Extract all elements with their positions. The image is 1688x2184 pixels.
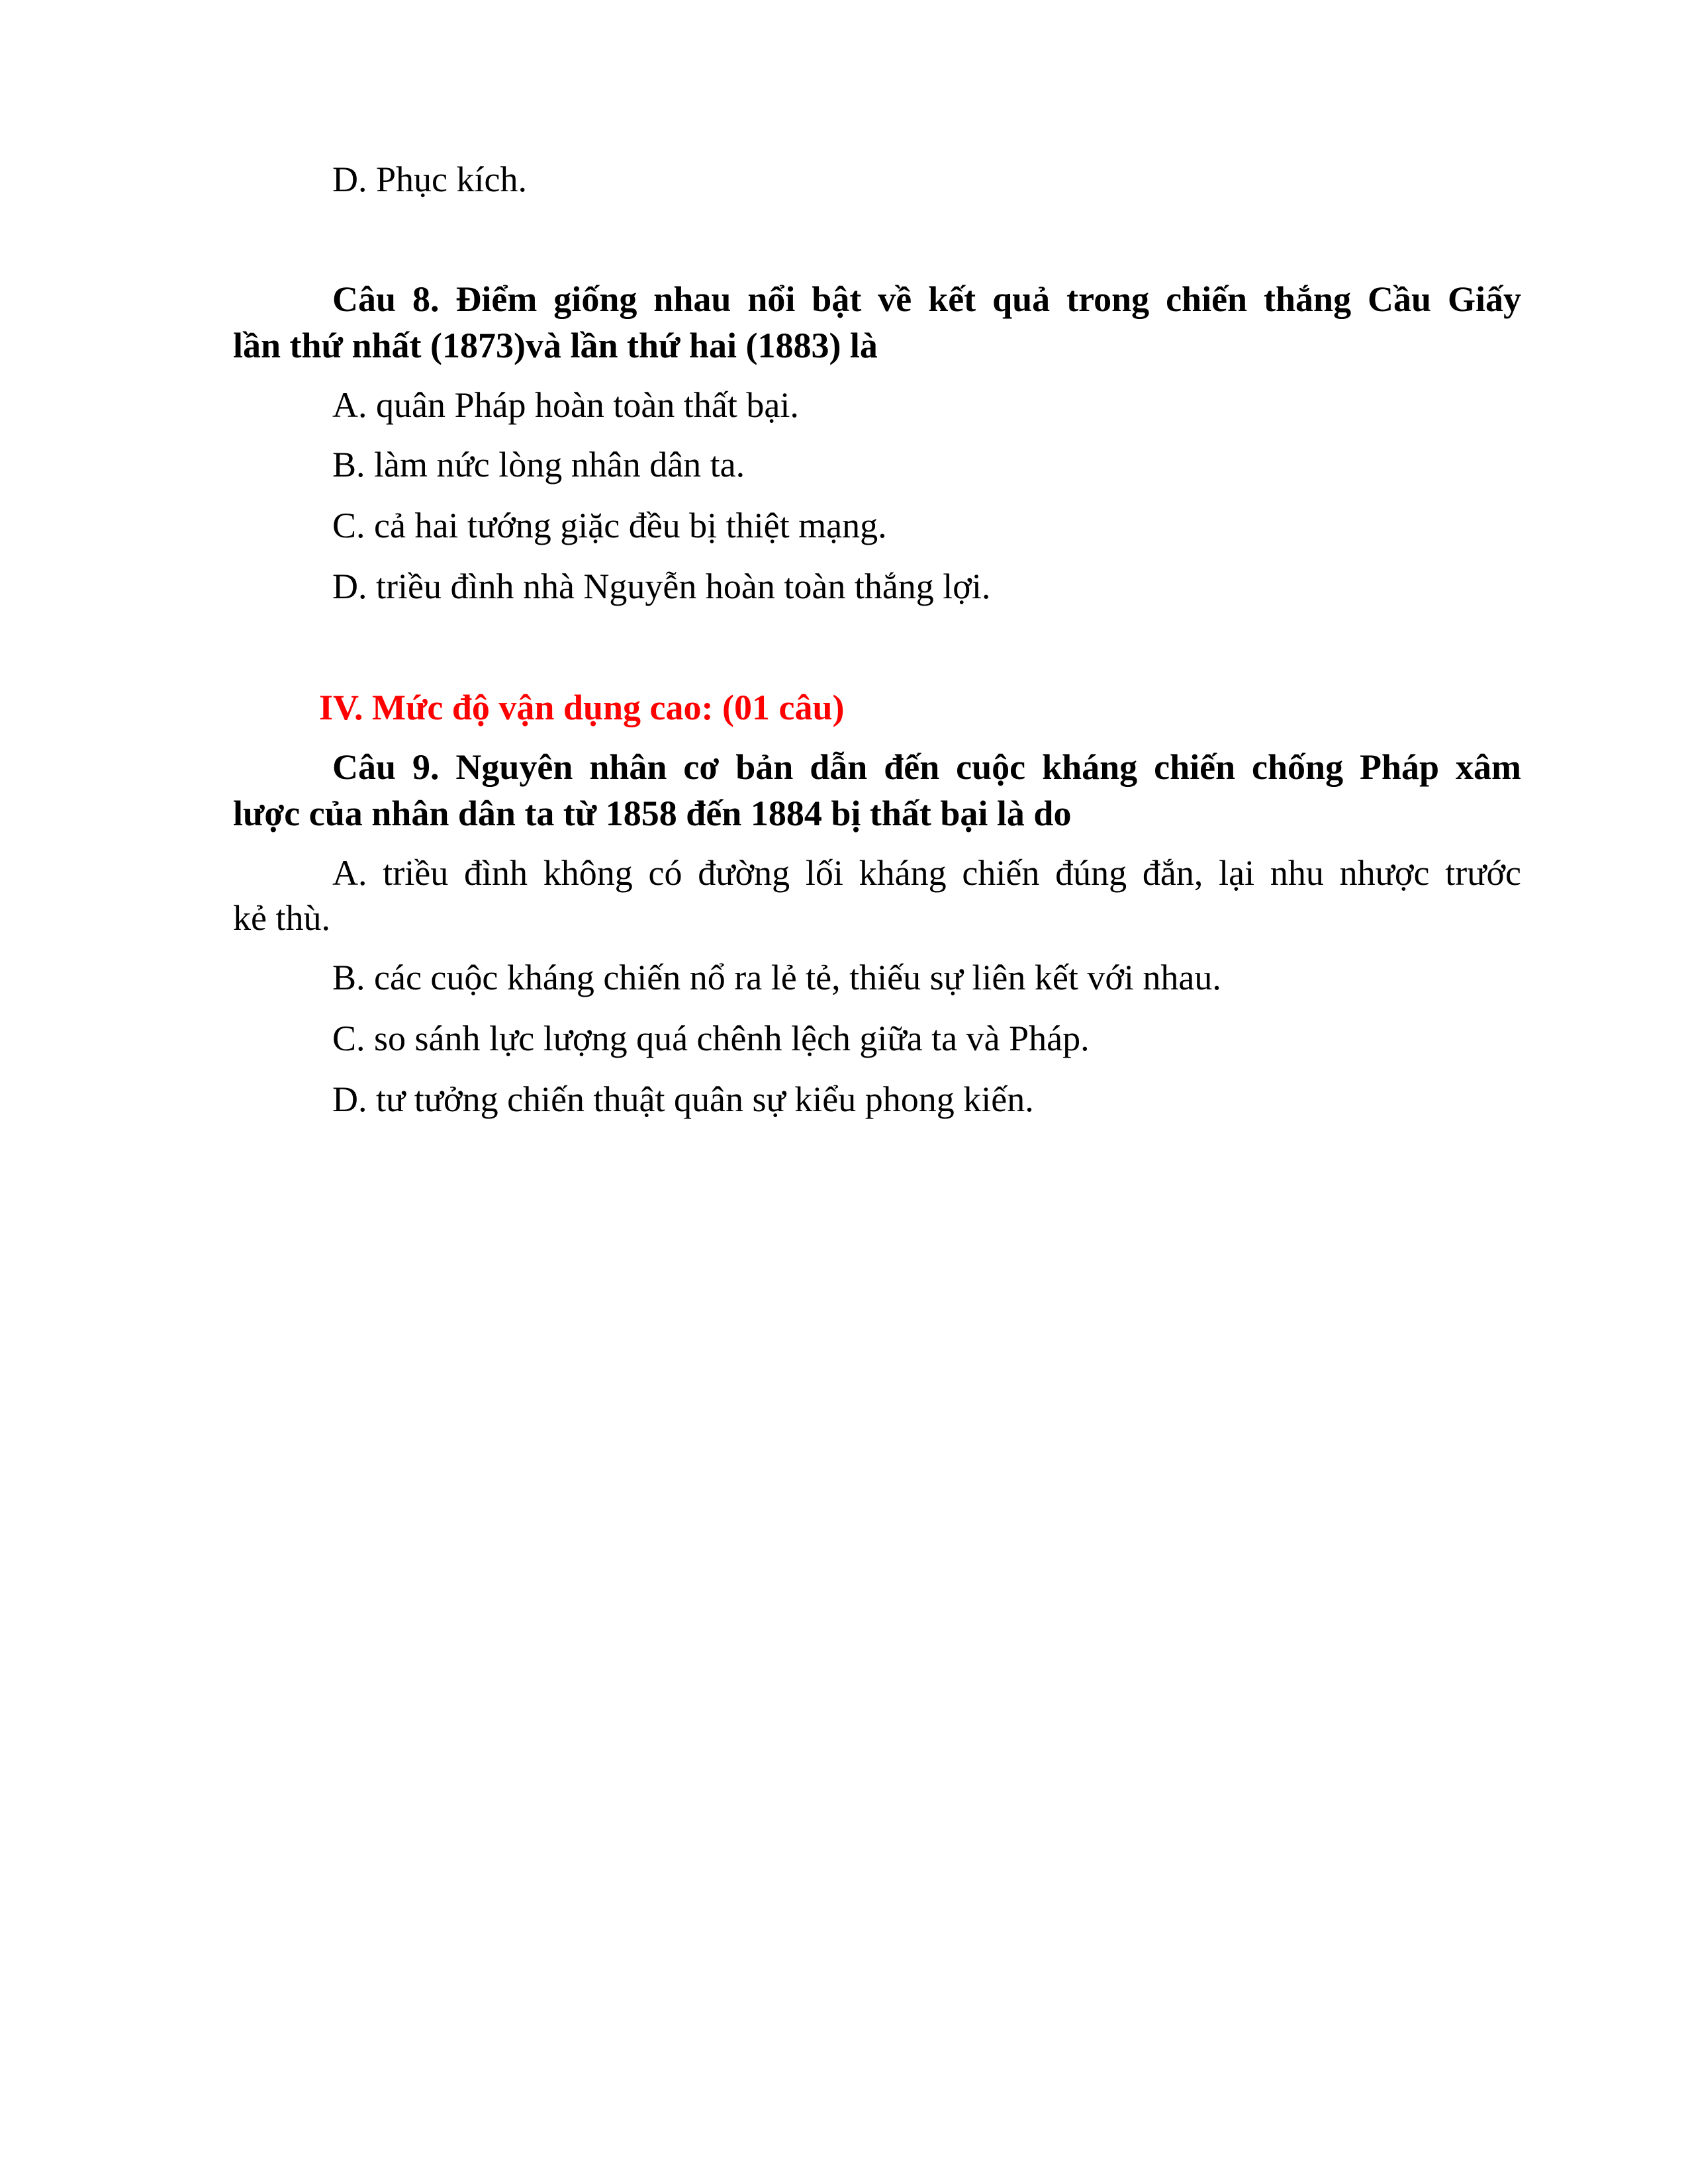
q9-option-a-line2: kẻ thù. [233, 898, 330, 938]
q9-option-c: C. so sánh lực lượng quá chênh lệch giữa ta và Pháp. [332, 1019, 1090, 1058]
q7-option-d: D. Phục kích. [332, 159, 527, 199]
q8-stem-line1: Câu 8. Điểm giống nhau nổi bật về kết quả trong chiến thắng Cầu Giấy [332, 279, 1521, 319]
q9-stem-line1: Câu 9. Nguyên nhân cơ bản dẫn đến cuộc kháng chiến chống Pháp xâm [332, 747, 1521, 787]
q8-option-c: C. cả hai tướng giặc đều bị thiệt mạng. [332, 506, 887, 545]
q9-stem-line2: lược của nhân dân ta từ 1858 đến 1884 bị thất bại là do [233, 794, 1072, 833]
q8-option-b: B. làm nức lòng nhân dân ta. [332, 445, 745, 484]
q8-option-a: A. quân Pháp hoàn toàn thất bại. [332, 385, 799, 425]
q9-option-d: D. tư tưởng chiến thuật quân sự kiểu phong kiến. [332, 1079, 1034, 1119]
section-iv-heading: IV. Mức độ vận dụng cao: (01 câu) [319, 688, 845, 727]
q8-stem-line2: lần thứ nhất (1873)và lần thứ hai (1883) là [233, 326, 878, 365]
q9-option-a-line1: A. triều đình không có đường lối kháng chiến đúng đắn, lại nhu nhược trước [332, 853, 1521, 893]
q9-option-b: B. các cuộc kháng chiến nổ ra lẻ tẻ, thiếu sự liên kết với nhau. [332, 958, 1221, 997]
q8-option-d: D. triều đình nhà Nguyễn hoàn toàn thắng lợi. [332, 567, 991, 606]
